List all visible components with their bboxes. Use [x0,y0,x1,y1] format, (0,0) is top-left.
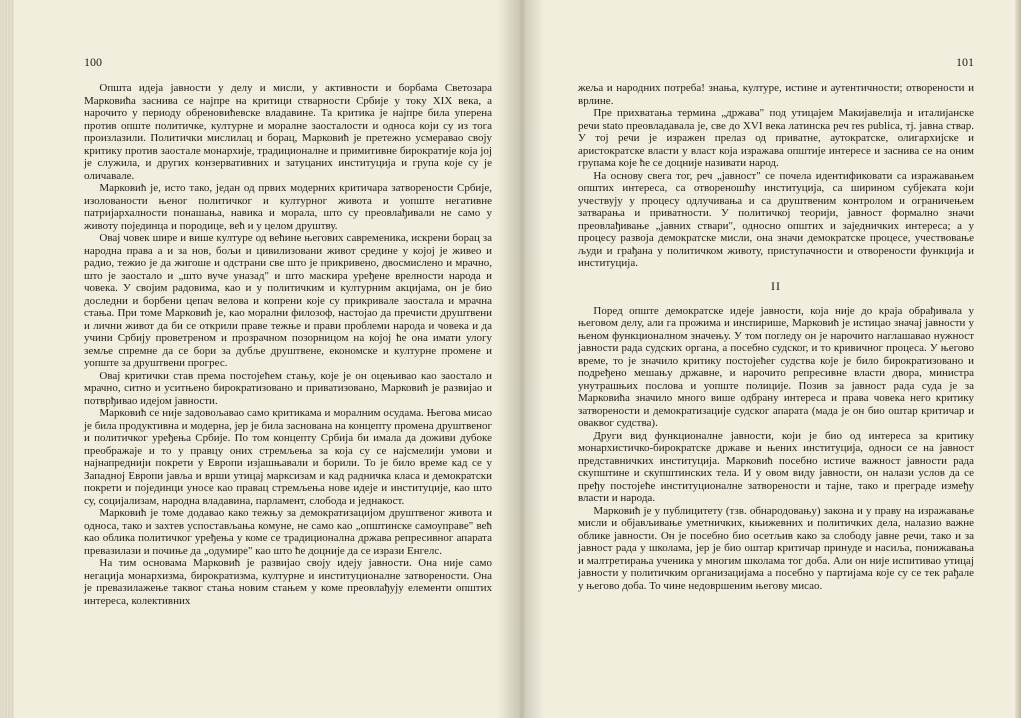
page-edges-right [1015,0,1021,718]
book-gutter [498,0,544,718]
paragraph: Пре прихватања термина „држава" под утицајем Макијавелија и италијанске речи stato преовладавала је, све до XVI века латинска реч res publica, тј. јавна ствар. У тој речи је изражен прелаз од приватне, аутократске, олигархијске и аристократске власти у власт која изражава општије интересе и заснива се на оним групама које ће се доцније називати народ. [578,107,974,169]
section-heading: II [771,278,781,293]
page-edges-left [0,0,14,718]
right-page [578,56,974,592]
page-number-right: 101 [956,55,974,69]
paragraph: Марковић је томе додавао како тежњу за демократизацијом друштвеног живота и односа, тако и захтев успостављања комуне, не само као „општинске самоуправе" већ као облика политичког уређења у коме се традиционална држава репресивног апарата превазилази и почиње да „одумире" као што ће доцније да се изрази Енгелс. [84,507,492,557]
paragraph: Марковић је у публицитету (тзв. обнародовању) закона и у праву на изражавање мисли и објављивање уметничких, књижевних и политичких дела, налазио важне облике јавности. Он је посебно био осетљив како за слободу јавне речи, тако и за јавност рада у школама, јер је био оштар критичар принуде и насиља, понижавања и малтретирања ученика у многим школама тог доба. Али он није испитивао утицај јавности у политичким организацијама а посебно у партијама које су се тек рађале у његово доба. То чине недовршеним његову мисао. [578,504,974,592]
paragraph: На тим основама Марковић је развијао своју идеју јавности. Она није само негација монархизма, бирократизма, културне и институционалне затворености. Она је превазилажење таквог стања новим стањем у коме преовлађују елементи општих интереса, колективних [84,557,492,607]
paragraph: Марковић се није задовољавао само критикама и моралним осудама. Његова мисао је била продуктивна и модерна, јер је била заснована на концепту промена друштвеног и политичког уређења Србије. По том концепту Србија би имала да доживи дубоке преображаје и то у правцу оних стремљења за која су се најсмелији умови и најнапреднији покрети у Европи изјашњавали и борили. То је било време кад се у Западној Европи јавља и врши утицај марксизам и кад радничка класа и демократски покрети и појединци уносе као правац стремљења нове идеје и институције, као што су, социјализам, народна владавина, парламент, слобода и једнакост. [84,407,492,507]
left-page-text [84,82,492,607]
paragraph: Општа идеја јавности у делу и мисли, у активности и борбама Светозара Марковића заснива се најпре на критици стварности Србије у току XIX века, а нарочито у периоду обреновићевске владавине. Та критика је најпре била уперена против опште политичке, културне и моралне заосталости и односа који су из тога произлазили. Политички мислилац и борац, Марковић је претежно усмеравао своју критику против заостале монархије, традиционалне и примитивне бирократије која јој је служила, и других конзервативних и затуцаних институција и група које су је оличавале. [84,82,492,182]
left-page [84,56,492,607]
paragraph: Други вид функционалне јавности, који је био од интереса за критику монархистичко-бирократске државе и њених институција, односи се на јавност представничких институција. Марковић посебно истиче важност јавности рада скупштине и скупштинских тела. И у овом виду јавности, он налази услов да се пређу постојеће институционалне затворености и тајне, тако и преграде између власти и народа. [578,429,974,504]
page-number-left: 100 [84,55,102,69]
paragraph: Поред опште демократске идеје јавности, која није до краја обрађивала у његовом делу, али га прожима и инспирише, Марковић је истицао значај јавности у њеном функционалном значењу. У том погледу он је нарочито наглашавао нужност јавности рада судских органа, а посебно судског, и то кривичног процеса. У његово време, то је значило критику постојећег судства које је било бирократизовано и подређено мешању државне, и нарочито репресивне власти двора, министра унутрашњих послова и уопште полиције. Позив за јавност рада суда је за Марковића значило много више одбрану интереса и права човека него критику затворености и демократизације судског апарата (мада је он био оштар критичар и оваквог судства). [578,304,974,429]
paragraph: Марковић је, исто тако, један од првих модерних критичара затворености Србије, изолованости њеног политичког и културног живота и уопште негативне патријархалности понашања, навика и морала, што су преовлађивали не само у животу појединца и породице, већ и у целом друштву. [84,182,492,232]
right-page-text [578,82,974,592]
paragraph-continued: жеља и народних потреба! знања, културе, истине и аутентичности; отворености и врлине. [578,82,974,107]
paragraph: Овај човек шире и више културе од већине његових савременика, искрени борац за народна права а и за нов, бољи и цивилизовани живот средине у којој је живео и радио, тежио је да жигоше и одстрани све што је прикривено, двосмислено и мрачно, што је заостало и „што вуче уназад" и што маскира уређене врелности народа и човека. У својим радовима, као и у политичким и културним акцијама, он је био доследни и борбени цепач велова и копрени које су прикривале заостала и мрачна стања. При томе Марковић је, као морални филозоф, настојао да пречисти друштвени и лични живот да би се открили праве тежње и прави проблеми народа и човека и да учини Србију проветреном и прозрачном позорницом на којој ће она имати улогу земље спремне да се бори за дубље друштвене, економске и културне промене и уопште за друштвени прогрес. [84,232,492,369]
paragraph: Овај критички став према постојећем стању, које је он оцењивао као заостало и мрачно, ситно и уситњено бирократизовано и приватизовано, Марковић је развијао и потврђивао идејом јавности. [84,369,492,407]
paragraph: На основу свега тог, реч „јавност" се почела идентификовати са изражавањем општих интереса, са отвореношћу институција, са ширином субјеката који учествују у процесу одлучивања и са друштвеним контролом и ограничењем затварања и приватности. У политичкој теорији, јавност формално значи преовлађивање „јавних ствари", односно општих и заједничких интереса; а у процесу развоја демократске мисли, она значи демократске процесе, учествовање људи и грађана у политичком животу, приступачности и отворености функција и институција. [578,169,974,269]
